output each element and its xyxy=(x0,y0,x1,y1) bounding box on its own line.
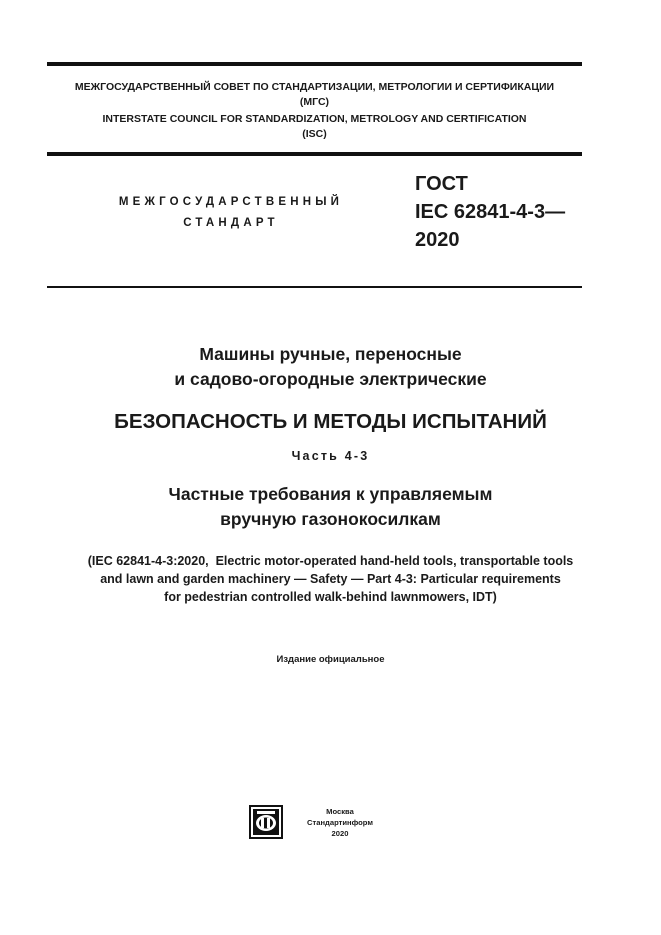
subtitle-line1: Частные требования к управляемым xyxy=(168,484,493,504)
council-ru-abbrev: (МГС) xyxy=(299,96,330,108)
publisher-year: 2020 xyxy=(331,829,349,838)
standard-kind xyxy=(95,192,367,234)
main-title: БЕЗОПАСНОСТЬ И МЕТОДЫ ИСПЫТАНИЙ xyxy=(114,410,547,433)
council-ru xyxy=(47,80,582,110)
iec-reference-line3: for pedestrian controlled walk-behind lawnmowers, IDT) xyxy=(164,590,497,604)
gost-label: ГОСТ xyxy=(415,173,468,195)
standard-kind-line2: СТАНДАРТ xyxy=(183,217,279,229)
part-subtitle xyxy=(30,482,631,532)
council-en xyxy=(47,112,582,142)
council-en-abbrev: (ISC) xyxy=(302,128,327,140)
iec-reference xyxy=(30,552,631,606)
section-rule xyxy=(47,286,582,288)
standartinform-logo-icon xyxy=(249,805,283,839)
gost-year: 2020 xyxy=(415,229,460,251)
publisher-city: Москва xyxy=(326,807,354,816)
subtitle-line2: вручную газонокосилкам xyxy=(220,509,441,529)
part-number: Часть 4-3 xyxy=(291,449,370,463)
publisher-info xyxy=(290,806,390,839)
document-title xyxy=(30,342,631,392)
header-bottom-rule xyxy=(47,152,582,156)
gost-designation xyxy=(415,170,565,254)
top-rule xyxy=(47,62,582,66)
publisher-name: Стандартинформ xyxy=(307,818,373,827)
title-line1: Машины ручные, переносные xyxy=(199,344,462,364)
title-line2: и садово-огородные электрические xyxy=(174,369,487,389)
iec-reference-line1: (IEC 62841-4-3:2020, Electric motor-operated hand-held tools, transportable tools xyxy=(87,554,574,568)
gost-number: IEC 62841-4-3— xyxy=(415,201,566,223)
edition-label: Издание официальное xyxy=(276,654,385,665)
council-ru-line1: МЕЖГОСУДАРСТВЕННЫЙ СОВЕТ ПО СТАНДАРТИЗАЦИИ, МЕТРОЛОГИИ И СЕРТИФИКАЦИИ xyxy=(74,81,555,93)
council-en-line1: INTERSTATE COUNCIL FOR STANDARDIZATION, METROLOGY AND CERTIFICATION xyxy=(102,113,527,125)
standard-kind-line1: МЕЖГОСУДАРСТВЕННЫЙ xyxy=(118,196,344,208)
iec-reference-line2: and lawn and garden machinery — Safety — Part 4-3: Particular requirements xyxy=(100,572,561,586)
